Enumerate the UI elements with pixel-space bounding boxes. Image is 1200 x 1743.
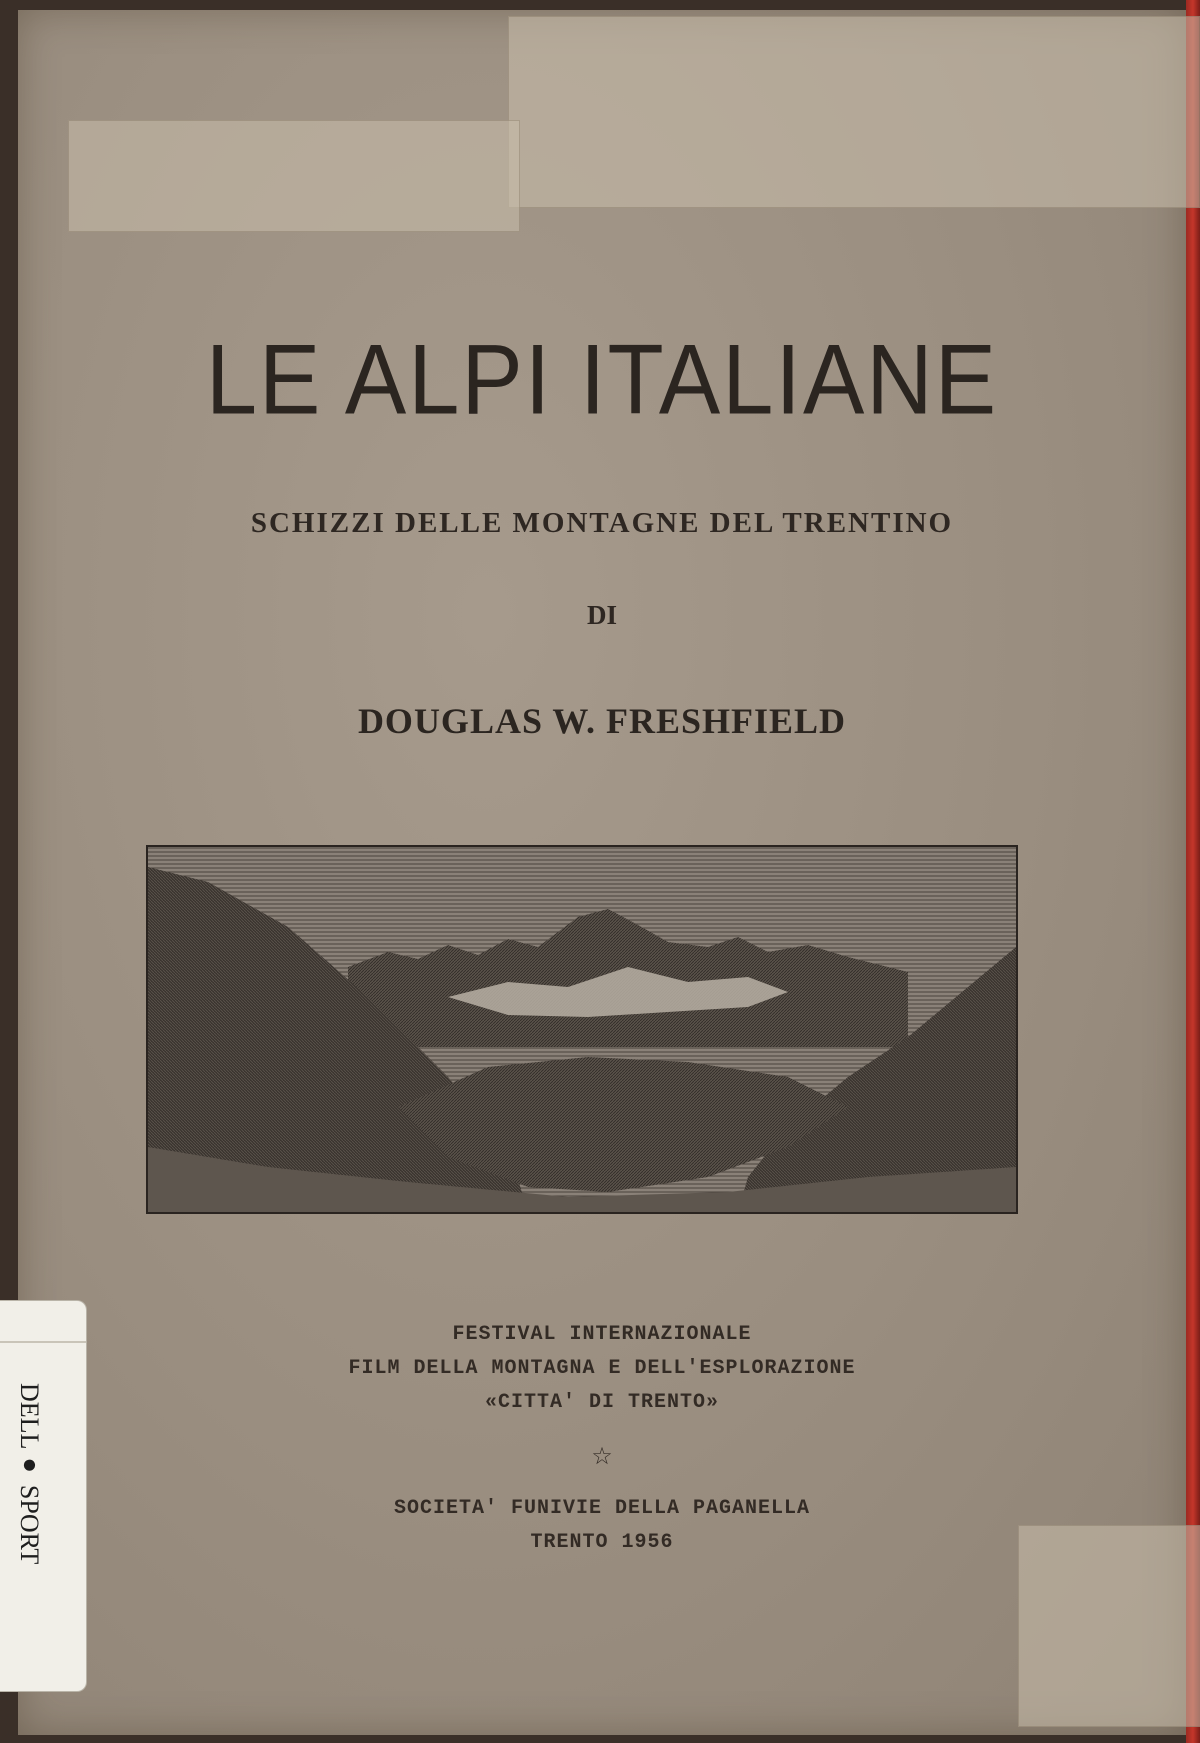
publisher-line: «CITTA' DI TRENTO» xyxy=(484,1391,720,1414)
tape-strip-top-left xyxy=(68,120,520,232)
publisher-line: FESTIVAL INTERNAZIONALE xyxy=(452,1323,752,1346)
imprint-line: TRENTO 1956 xyxy=(530,1531,674,1554)
by-line: DI xyxy=(586,600,617,630)
imprint-line: SOCIETA' FUNIVIE DELLA PAGANELLA xyxy=(393,1497,811,1520)
red-spine-edge xyxy=(1186,0,1200,1743)
library-label-text: DELL● SPORT xyxy=(15,1383,44,1565)
book-title: LE ALPI ITALIANE xyxy=(205,324,999,436)
book-subtitle: SCHIZZI DELLE MONTAGNE DEL TRENTINO xyxy=(250,507,954,539)
publisher-line: FILM DELLA MONTAGNA E DELL'ESPLORAZIONE xyxy=(348,1357,856,1380)
mountain-engraving xyxy=(146,845,1018,1214)
publisher-block xyxy=(18,1318,1186,1420)
library-spine-label xyxy=(0,1300,87,1692)
book-cover xyxy=(18,10,1186,1735)
imprint-block xyxy=(18,1492,1186,1560)
star-icon: ☆ xyxy=(591,1442,613,1470)
label-divider xyxy=(0,1341,86,1343)
tape-strip-top-right xyxy=(508,16,1200,208)
mountain-landscape-image xyxy=(148,847,1016,1212)
author-name: DOUGLAS W. FRESHFIELD xyxy=(357,701,847,741)
